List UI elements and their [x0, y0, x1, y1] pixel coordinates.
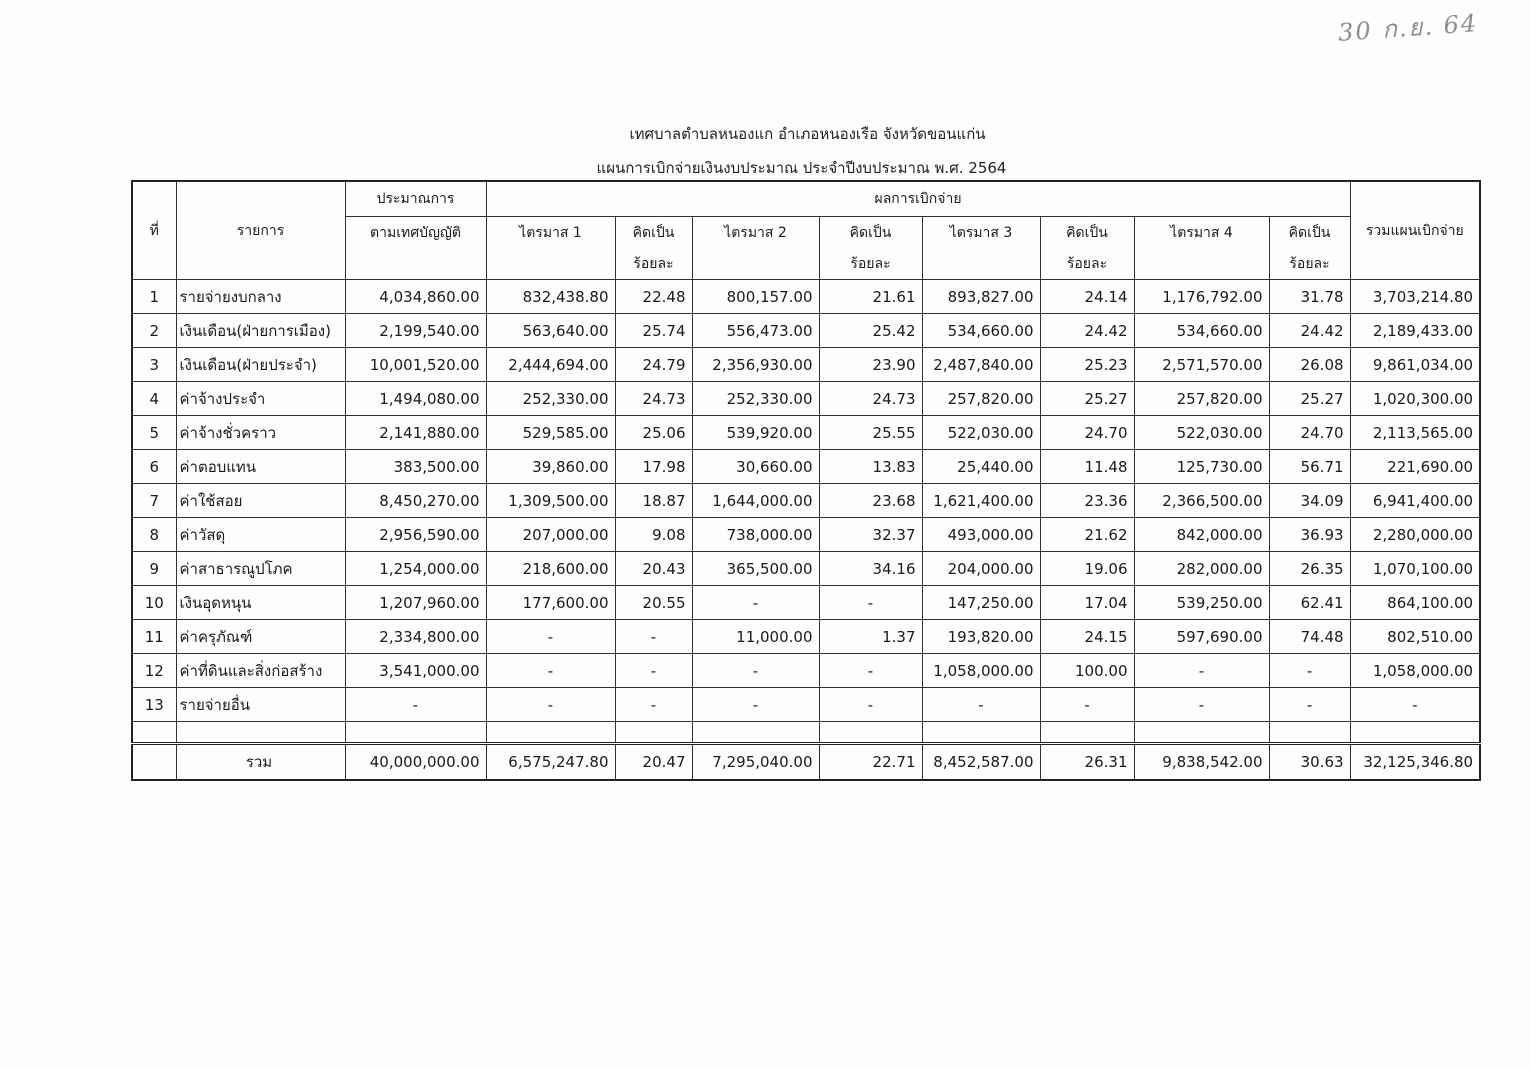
total-sum: 32,125,346.80	[1350, 744, 1480, 781]
cell-p3: 25.23	[1040, 348, 1134, 382]
cell-p4: 24.70	[1269, 416, 1350, 450]
cell-p2: -	[819, 688, 922, 722]
cell-item: เงินอุดหนุน	[176, 586, 345, 620]
cell-q3: 1,058,000.00	[922, 654, 1040, 688]
col-header-q2: ไตรมาส 2	[692, 217, 819, 250]
cell-no: 9	[132, 552, 176, 586]
cell-budget: 10,001,520.00	[345, 348, 486, 382]
cell-q1: 2,444,694.00	[486, 348, 615, 382]
col-header-q3-blank	[922, 249, 1040, 280]
table-row	[132, 586, 1480, 620]
cell-q2: 539,920.00	[692, 416, 819, 450]
table-blank-row	[132, 722, 1480, 744]
col-header-q3: ไตรมาส 3	[922, 217, 1040, 250]
cell-p4: 36.93	[1269, 518, 1350, 552]
col-header-pct1-line1: คิดเป็น	[615, 217, 692, 250]
cell-q1: -	[486, 654, 615, 688]
cell-q1: 832,438.80	[486, 280, 615, 314]
cell-p4: 26.35	[1269, 552, 1350, 586]
cell-item: ค่าใช้สอย	[176, 484, 345, 518]
cell-p4: 25.27	[1269, 382, 1350, 416]
cell-q4: 125,730.00	[1134, 450, 1269, 484]
table-row	[132, 552, 1480, 586]
cell-p2: -	[819, 586, 922, 620]
cell-budget: 2,334,800.00	[345, 620, 486, 654]
cell-total: 1,020,300.00	[1350, 382, 1480, 416]
cell-p1: 24.73	[615, 382, 692, 416]
col-header-budget-line1: ประมาณการ	[345, 181, 486, 217]
cell-item: ค่าจ้างชั่วคราว	[176, 416, 345, 450]
cell-p3: 24.14	[1040, 280, 1134, 314]
cell-p4: 56.71	[1269, 450, 1350, 484]
cell-p1: 25.74	[615, 314, 692, 348]
cell-budget: 1,254,000.00	[345, 552, 486, 586]
cell-q1: 207,000.00	[486, 518, 615, 552]
cell-p3: 19.06	[1040, 552, 1134, 586]
cell-p3: 21.62	[1040, 518, 1134, 552]
cell-budget: 2,199,540.00	[345, 314, 486, 348]
cell-q4: 282,000.00	[1134, 552, 1269, 586]
col-header-pct3-line2: ร้อยละ	[1040, 249, 1134, 280]
cell-p4: 74.48	[1269, 620, 1350, 654]
cell-q3: 534,660.00	[922, 314, 1040, 348]
cell-q4: 842,000.00	[1134, 518, 1269, 552]
cell-p3: 100.00	[1040, 654, 1134, 688]
table-row	[132, 416, 1480, 450]
total-q4: 9,838,542.00	[1134, 744, 1269, 781]
table-row	[132, 484, 1480, 518]
cell-q2: -	[692, 654, 819, 688]
cell-no: 2	[132, 314, 176, 348]
cell-budget: 4,034,860.00	[345, 280, 486, 314]
cell-p2: 1.37	[819, 620, 922, 654]
cell-total: 6,941,400.00	[1350, 484, 1480, 518]
table-row	[132, 314, 1480, 348]
cell-p1: -	[615, 688, 692, 722]
cell-q1: 218,600.00	[486, 552, 615, 586]
cell-q1: 1,309,500.00	[486, 484, 615, 518]
cell-q1: 563,640.00	[486, 314, 615, 348]
cell-p2: 24.73	[819, 382, 922, 416]
table-row	[132, 348, 1480, 382]
cell-p3: 11.48	[1040, 450, 1134, 484]
cell-p1: 25.06	[615, 416, 692, 450]
cell-q3: -	[922, 688, 1040, 722]
cell-no: 7	[132, 484, 176, 518]
cell-budget: 383,500.00	[345, 450, 486, 484]
cell-q3: 257,820.00	[922, 382, 1040, 416]
cell-q3: 193,820.00	[922, 620, 1040, 654]
total-p4: 30.63	[1269, 744, 1350, 781]
cell-budget: 2,956,590.00	[345, 518, 486, 552]
cell-p1: 22.48	[615, 280, 692, 314]
cell-budget: 3,541,000.00	[345, 654, 486, 688]
cell-item: ค่าครุภัณฑ์	[176, 620, 345, 654]
cell-q1: 252,330.00	[486, 382, 615, 416]
cell-q4: 597,690.00	[1134, 620, 1269, 654]
col-header-item: รายการ	[176, 181, 345, 280]
cell-item: ค่าที่ดินและสิ่งก่อสร้าง	[176, 654, 345, 688]
cell-p1: 24.79	[615, 348, 692, 382]
col-header-pct1-line2: ร้อยละ	[615, 249, 692, 280]
col-header-pct4-line1: คิดเป็น	[1269, 217, 1350, 250]
cell-p2: 34.16	[819, 552, 922, 586]
document-title: เทศบาลตำบลหนองแก อำเภอหนองเรือ จังหวัดขอนแก่น	[629, 125, 986, 143]
col-header-no: ที่	[132, 181, 176, 280]
cell-item: ค่าวัสดุ	[176, 518, 345, 552]
cell-total: 802,510.00	[1350, 620, 1480, 654]
col-header-result-group: ผลการเบิกจ่าย	[486, 181, 1350, 217]
cell-total: 221,690.00	[1350, 450, 1480, 484]
cell-q2: -	[692, 586, 819, 620]
col-header-total: รวมแผนเบิกจ่าย	[1350, 181, 1480, 280]
col-header-budget-line2: ตามเทศบัญญัติ	[345, 217, 486, 250]
cell-p1: 17.98	[615, 450, 692, 484]
cell-budget: 2,141,880.00	[345, 416, 486, 450]
cell-item: ค่าสาธารณูปโภค	[176, 552, 345, 586]
cell-p4: 31.78	[1269, 280, 1350, 314]
cell-total: 1,058,000.00	[1350, 654, 1480, 688]
cell-total: 2,113,565.00	[1350, 416, 1480, 450]
cell-p3: 17.04	[1040, 586, 1134, 620]
cell-budget: 8,450,270.00	[345, 484, 486, 518]
cell-p3: 24.42	[1040, 314, 1134, 348]
col-header-q4: ไตรมาส 4	[1134, 217, 1269, 250]
cell-p2: 23.90	[819, 348, 922, 382]
cell-p4: -	[1269, 688, 1350, 722]
cell-item: รายจ่ายอื่น	[176, 688, 345, 722]
cell-q4: 539,250.00	[1134, 586, 1269, 620]
table-row	[132, 280, 1480, 314]
cell-p2: 25.42	[819, 314, 922, 348]
cell-p1: 18.87	[615, 484, 692, 518]
total-budget: 40,000,000.00	[345, 744, 486, 781]
cell-budget: 1,207,960.00	[345, 586, 486, 620]
cell-q3: 2,487,840.00	[922, 348, 1040, 382]
total-label: รวม	[176, 744, 345, 781]
cell-p4: -	[1269, 654, 1350, 688]
total-p3: 26.31	[1040, 744, 1134, 781]
cell-p4: 62.41	[1269, 586, 1350, 620]
cell-q1: 529,585.00	[486, 416, 615, 450]
col-header-pct4-line2: ร้อยละ	[1269, 249, 1350, 280]
cell-q2: 556,473.00	[692, 314, 819, 348]
cell-p3: 23.36	[1040, 484, 1134, 518]
table-total-row	[132, 744, 1480, 781]
cell-total: -	[1350, 688, 1480, 722]
cell-p3: -	[1040, 688, 1134, 722]
col-header-pct2-line2: ร้อยละ	[819, 249, 922, 280]
cell-budget: 1,494,080.00	[345, 382, 486, 416]
cell-p1: -	[615, 620, 692, 654]
cell-item: ค่าตอบแทน	[176, 450, 345, 484]
cell-q1: 177,600.00	[486, 586, 615, 620]
cell-p3: 25.27	[1040, 382, 1134, 416]
cell-p1: -	[615, 654, 692, 688]
table-row	[132, 654, 1480, 688]
col-header-q1-blank	[486, 249, 615, 280]
table-row	[132, 518, 1480, 552]
cell-total: 2,280,000.00	[1350, 518, 1480, 552]
cell-p4: 26.08	[1269, 348, 1350, 382]
cell-q4: 522,030.00	[1134, 416, 1269, 450]
cell-q3: 147,250.00	[922, 586, 1040, 620]
total-p1: 20.47	[615, 744, 692, 781]
cell-q4: 257,820.00	[1134, 382, 1269, 416]
table-row	[132, 688, 1480, 722]
total-q3: 8,452,587.00	[922, 744, 1040, 781]
cell-q3: 522,030.00	[922, 416, 1040, 450]
cell-no: 1	[132, 280, 176, 314]
total-p2: 22.71	[819, 744, 922, 781]
cell-no: 10	[132, 586, 176, 620]
cell-q4: -	[1134, 688, 1269, 722]
cell-p3: 24.70	[1040, 416, 1134, 450]
cell-p2: 32.37	[819, 518, 922, 552]
cell-item: เงินเดือน(ฝ่ายประจำ)	[176, 348, 345, 382]
cell-q4: 2,571,570.00	[1134, 348, 1269, 382]
cell-no: 5	[132, 416, 176, 450]
cell-q2: -	[692, 688, 819, 722]
col-header-q4-blank	[1134, 249, 1269, 280]
cell-no: 8	[132, 518, 176, 552]
document-subtitle: แผนการเบิกจ่ายเงินงบประมาณ ประจำปีงบประมาณ พ.ศ. 2564	[596, 159, 1007, 177]
cell-p1: 20.55	[615, 586, 692, 620]
cell-p2: 13.83	[819, 450, 922, 484]
cell-q3: 893,827.00	[922, 280, 1040, 314]
cell-p3: 24.15	[1040, 620, 1134, 654]
cell-p4: 34.09	[1269, 484, 1350, 518]
cell-q2: 11,000.00	[692, 620, 819, 654]
cell-q4: 534,660.00	[1134, 314, 1269, 348]
table-row	[132, 382, 1480, 416]
total-q2: 7,295,040.00	[692, 744, 819, 781]
cell-no: 4	[132, 382, 176, 416]
cell-q2: 2,356,930.00	[692, 348, 819, 382]
cell-q1: 39,860.00	[486, 450, 615, 484]
cell-total: 2,189,433.00	[1350, 314, 1480, 348]
cell-no: 11	[132, 620, 176, 654]
cell-budget: -	[345, 688, 486, 722]
cell-p2: 25.55	[819, 416, 922, 450]
cell-q4: 1,176,792.00	[1134, 280, 1269, 314]
col-header-pct2-line1: คิดเป็น	[819, 217, 922, 250]
cell-total: 864,100.00	[1350, 586, 1480, 620]
disbursement-table	[131, 180, 1481, 781]
cell-item: ค่าจ้างประจำ	[176, 382, 345, 416]
cell-p4: 24.42	[1269, 314, 1350, 348]
cell-q2: 252,330.00	[692, 382, 819, 416]
cell-item: รายจ่ายงบกลาง	[176, 280, 345, 314]
col-header-budget-blank	[345, 249, 486, 280]
cell-no: 13	[132, 688, 176, 722]
cell-p2: 21.61	[819, 280, 922, 314]
col-header-pct3-line1: คิดเป็น	[1040, 217, 1134, 250]
cell-q2: 30,660.00	[692, 450, 819, 484]
cell-p1: 9.08	[615, 518, 692, 552]
cell-no: 12	[132, 654, 176, 688]
total-no-cell	[132, 744, 176, 781]
cell-q3: 493,000.00	[922, 518, 1040, 552]
cell-q4: -	[1134, 654, 1269, 688]
cell-no: 3	[132, 348, 176, 382]
col-header-q2-blank	[692, 249, 819, 280]
cell-q2: 1,644,000.00	[692, 484, 819, 518]
cell-q3: 1,621,400.00	[922, 484, 1040, 518]
cell-total: 3,703,214.80	[1350, 280, 1480, 314]
total-q1: 6,575,247.80	[486, 744, 615, 781]
cell-item: เงินเดือน(ฝ่ายการเมือง)	[176, 314, 345, 348]
cell-q3: 204,000.00	[922, 552, 1040, 586]
cell-q1: -	[486, 620, 615, 654]
cell-q2: 365,500.00	[692, 552, 819, 586]
cell-q3: 25,440.00	[922, 450, 1040, 484]
cell-q2: 738,000.00	[692, 518, 819, 552]
cell-p1: 20.43	[615, 552, 692, 586]
table-row	[132, 450, 1480, 484]
handwritten-date-note: 30 ก.ย. 64	[1337, 9, 1480, 47]
table-row	[132, 620, 1480, 654]
cell-p2: -	[819, 654, 922, 688]
col-header-q1: ไตรมาส 1	[486, 217, 615, 250]
cell-p2: 23.68	[819, 484, 922, 518]
cell-q2: 800,157.00	[692, 280, 819, 314]
cell-no: 6	[132, 450, 176, 484]
cell-total: 9,861,034.00	[1350, 348, 1480, 382]
cell-total: 1,070,100.00	[1350, 552, 1480, 586]
cell-q4: 2,366,500.00	[1134, 484, 1269, 518]
cell-q1: -	[486, 688, 615, 722]
